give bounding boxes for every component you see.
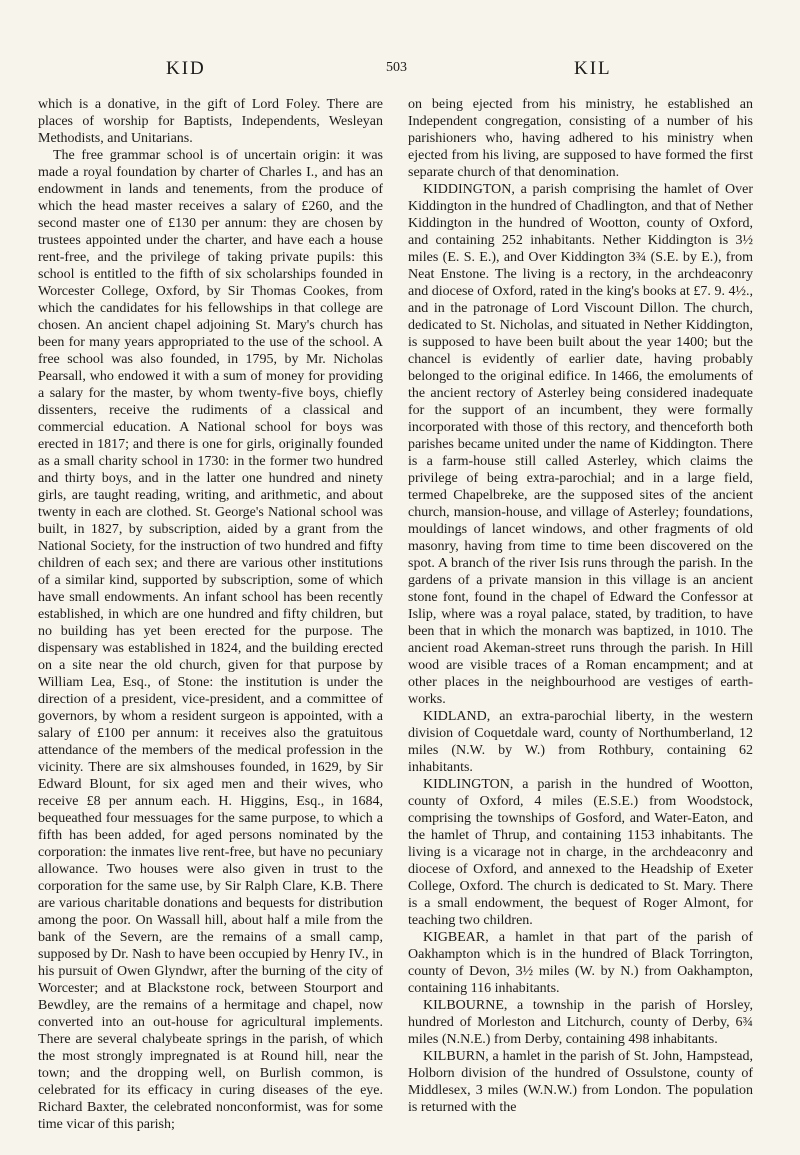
right-column bbox=[408, 96, 753, 1136]
entry-kilbourne: KILBOURNE, a township in the parish of Horsley, hundred of Morleston and Litchurch, county of Derby, 6¾ miles (N.N.E.) from Derby, containing 498 inhabitants. bbox=[408, 998, 753, 1047]
running-head-right: KIL bbox=[574, 58, 612, 79]
paragraph: which is a donative, in the gift of Lord Foley. There are places of worship for Baptists, Independents, Wesleyan Methodists, and Unitarians. bbox=[38, 97, 383, 146]
entry-kigbear: KIGBEAR, a hamlet in that part of the parish of Oakhampton which is in the hundred of Black Torrington, county of Devon, 3½ miles (W. by N.) from Oakhampton, containing 116 inhabitants. bbox=[408, 930, 753, 996]
paragraph: The free grammar school is of uncertain origin: it was made a royal foundation by charter of Charles I., and has an endowment in lands and tenements, from the produce of which the head master receives a salary of £260, and the second master one of £130 per annum: they are chosen by trustees appointed under the charter, and have each a house rent-free, and the privilege of taking private pupils: this school is entitled to the fifth of six scholarships founded in Worcester College, Oxford, by Sir Thomas Cookes, from which the candidates for his fellowships in that college are chosen. An ancient chapel adjoining St. Mary's church has been for many years appropriated to the use of the school. A free school was also founded, in 1795, by Mr. Nicholas Pearsall, who endowed it with a sum of money for providing a salary for the master, by whom twenty-five boys, chiefly dissenters, receive the rudiments of a classical and commercial education. A National school for boys was erected in 1817; and there is one for girls, originally founded as a small charity school in 1730: in the former two hundred and thirty boys, and in the latter one hundred and ninety girls, are taught reading, writing, and arithmetic, and about twenty in each are clothed. St. George's National school was built, in 1827, by subscription, aided by a grant from the National Society, for the instruction of two hundred and fifty children of each sex; and there are various other institutions of a similar kind, supported by subscription, some of which have small endowments. An infant school has been recently established, in which are one hundred and fifty children, but no building has yet been erected for the purpose. The dispensary was established in 1824, and the building erected on a site near the old church, given for that purpose by William Lea, Esq., of Stone: the institution is under the direction of a president, vice-president, and a committee of governors, by whom a resident surgeon is appointed, with a salary of £100 per annum: it receives also the gratuitous attendance of the members of the medical profession in the vicinity. There are six almshouses founded, in 1629, by Sir Edward Blount, for six aged men and their wives, who receive £8 per annum each. H. Higgins, Esq., in 1684, bequeathed four messuages for the same purpose, to which a fifth has been added, for aged persons nominated by the corporation: the inmates live rent-free, but have no pecuniary allowance. Two houses were also given in trust to the corporation for the same use, by Sir Ralph Clare, K.B. There are various charitable donations and bequests for distribution among the poor. On Wassall hill, about half a mile from the bank of the Severn, are the remains of a small camp, supposed by Dr. Nash to have been occupied by Henry IV., in his pursuit of Owen Glyndwr, after the burning of the city of Worcester; and at Blackstone rock, between Stourport and Bewdley, are the remains of a hermitage and chapel, now converted into an out-house for agricultural implements. There are several chalybeate springs in the parish, of which the most strongly impregnated is at Round hill, near the town; and the dropping well, on Burlish common, is celebrated for its efficacy in curing diseases of the eye. Richard Baxter, the celebrated nonconformist, was for some time vicar of this parish; bbox=[38, 148, 383, 1132]
paragraph: on being ejected from his ministry, he established an Independent congregation, consisting of a number of his parishioners who, having adhered to his ministry when ejected from his living, are supposed to have formed the first separate church of that denomination. bbox=[408, 97, 753, 180]
left-column bbox=[38, 96, 383, 1136]
entry-kidlington: KIDLINGTON, a parish in the hundred of Wootton, county of Oxford, 4 miles (E.S.E.) from Woodstock, comprising the townships of Gosford, and Water-Eaton, and the hamlet of Thrup, and containing 1153 inhabitants. The living is a vicarage not in charge, in the archdeaconry and diocese of Oxford, and annexed to the Headship of Exeter College, Oxford. The church is dedicated to St. Mary. There is a small endowment, the bequest of Roger Almont, for teaching two children. bbox=[408, 777, 753, 928]
page-number: 503 bbox=[386, 60, 407, 75]
entry-kiddington: KIDDINGTON, a parish comprising the hamlet of Over Kiddington in the hundred of Chadlington, and that of Nether Kiddington in the hundred of Wootton, county of Oxford, and containing 252 inhabitants. Nether Kiddington is 3½ miles (E. S. E.), and Over Kiddington 3¾ (S.E. by E.), from Neat Enstone. The living is a rectory, in the archdeaconry and diocese of Oxford, rated in the king's books at £7. 9. 4½., and in the patronage of Lord Viscount Dillon. The church, dedicated to St. Nicholas, and situated in Nether Kiddington, is supposed to have been built about the year 1400; but the chancel is evidently of earlier date, having probably belonged to the original edifice. In 1466, the emoluments of the ancient rectory of Asterley being considered inadequate for the support of an incumbent, they were formally incorporated with those of this rectory, and thenceforth both parishes became united under the name of Kiddington. There is a farm-house still called Asterley, which claims the privilege of being extra-parochial; and in a large field, termed Chapelbreke, are the supposed sites of the ancient church, mansion-house, and village of Asterley; foundations, mouldings of lancet windows, and other fragments of old masonry, having from time to time been discovered on the spot. A branch of the river Isis runs through the parish. In the gardens of a private mansion in this village is an ancient stone font, found in the chapel of Edward the Confessor at Islip, where was a royal palace, stated, by tradition, to have been that in which the monarch was baptized, in 1010. The ancient road Akeman-street runs through the parish. In Hill wood are visible traces of a Roman encampment; and at other places in the neighbourhood are vestiges of earth-works. bbox=[408, 182, 753, 707]
entry-kidland: KIDLAND, an extra-parochial liberty, in the western division of Coquetdale ward, county of Northumberland, 12 miles (N.W. by W.) from Rothbury, containing 62 inhabitants. bbox=[408, 709, 753, 775]
entry-kilburn: KILBURN, a hamlet in the parish of St. John, Hampstead, Holborn division of the hundred of Ossulstone, county of Middlesex, 3 miles (W.N.W.) from London. The population is returned with the bbox=[408, 1049, 753, 1115]
running-head bbox=[0, 58, 800, 84]
running-head-left: KID bbox=[166, 58, 206, 79]
